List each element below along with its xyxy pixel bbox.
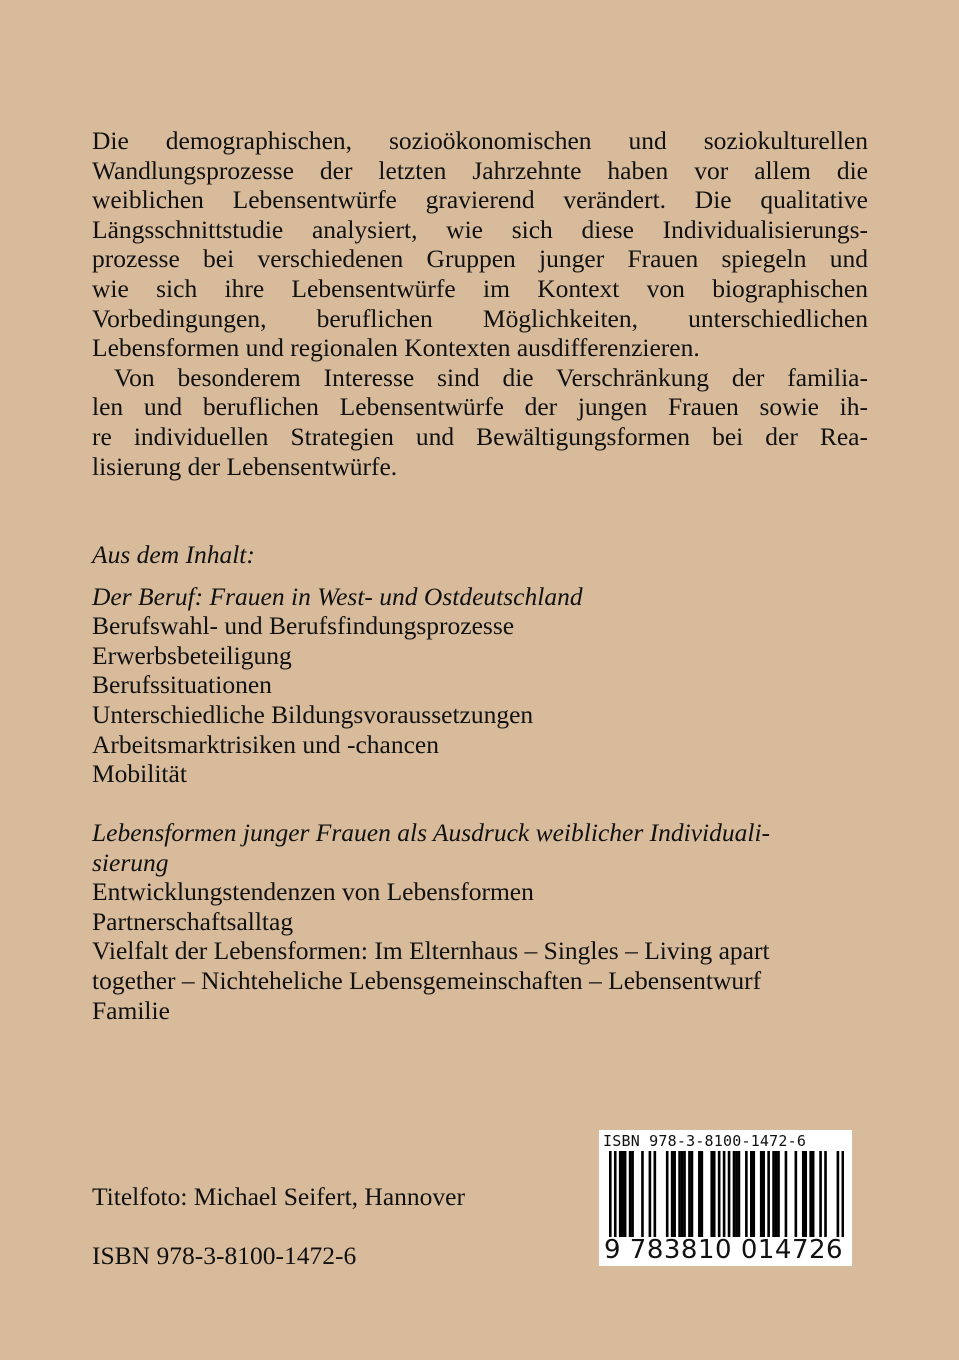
barcode xyxy=(599,1130,852,1266)
barcode-isbn-label: ISBN 978-3-8100-1472-6 xyxy=(603,1132,807,1150)
interest-paragraph xyxy=(92,363,868,481)
barcode-bar xyxy=(666,1151,669,1237)
text-line: weiblichen Lebensentwürfe gravierend verändert. Die qualitative xyxy=(92,185,868,215)
barcode-bar xyxy=(750,1151,753,1237)
barcode-bar xyxy=(785,1151,788,1237)
barcode-bar xyxy=(795,1151,798,1237)
barcode-bar xyxy=(641,1151,644,1237)
barcode-bar xyxy=(681,1151,684,1237)
contents-section-1 xyxy=(92,540,868,789)
text-line: Vorbedingungen, beruflichen Möglichkeiten, unterschiedlichen xyxy=(92,303,868,333)
barcode-bar xyxy=(723,1151,726,1237)
contents-section-2 xyxy=(92,818,868,1025)
intro-paragraph xyxy=(92,126,868,481)
barcode-bar xyxy=(775,1151,778,1237)
section-heading: Der Beruf: Frauen in West- und Ostdeutschland xyxy=(92,581,583,611)
barcode-digits: 9 783810 014726 xyxy=(604,1235,844,1265)
barcode-bar xyxy=(671,1151,674,1237)
barcode-bar xyxy=(772,1151,775,1237)
list-item: Familie xyxy=(92,995,170,1025)
barcode-bar xyxy=(691,1151,694,1237)
list-item: Vielfalt der Lebensformen: Im Elternhaus – Singles – Living apart xyxy=(92,936,770,966)
list-item: Mobilität xyxy=(92,759,187,789)
list-item: Partnerschaftsalltag xyxy=(92,906,294,936)
barcode-bar xyxy=(701,1151,704,1237)
barcode-bar xyxy=(688,1151,691,1237)
barcode-bar xyxy=(762,1151,765,1237)
barcode-bar xyxy=(619,1151,622,1237)
list-item: together – Nichteheliche Lebensgemeinschaften – Lebensentwurf xyxy=(92,965,762,995)
barcode-bar xyxy=(678,1151,681,1237)
list-item: Berufssituationen xyxy=(92,670,272,700)
barcode-bar xyxy=(745,1151,748,1237)
barcode-bar xyxy=(698,1151,701,1237)
barcode-bar xyxy=(710,1151,713,1237)
barcode-bar xyxy=(735,1151,738,1237)
barcode-bar xyxy=(624,1151,627,1237)
barcode-bar xyxy=(609,1151,612,1237)
text-line: Wandlungsprozesse der letzten Jahrzehnte haben vor allem die xyxy=(92,155,868,185)
list-item: Unterschiedliche Bildungsvoraussetzungen xyxy=(92,699,534,729)
barcode-bar xyxy=(842,1151,844,1237)
list-item: Erwerbsbeteiligung xyxy=(92,640,292,670)
barcode-bar xyxy=(824,1151,827,1237)
section-heading-continued: sierung xyxy=(92,847,169,877)
photo-credit: Titelfoto: Michael Seifert, Hannover xyxy=(92,1182,465,1211)
text-line: lisierung der Lebensentwürfe. xyxy=(92,451,398,481)
barcode-bar xyxy=(631,1151,634,1237)
barcode-bar xyxy=(819,1151,822,1237)
isbn-text: ISBN 978-3-8100-1472-6 xyxy=(92,1241,357,1270)
list-item: Entwicklungstendenzen von Lebensformen xyxy=(92,877,534,907)
text-line: Die demographischen, sozioökonomischen und soziokulturellen xyxy=(92,126,868,155)
barcode-bar xyxy=(767,1151,770,1237)
text-line: re individuellen Strategien und Bewältigungsformen bei der Rea- xyxy=(92,421,868,451)
barcode-bars xyxy=(609,1151,844,1237)
text-line: Lebensformen und regionalen Kontexten ausdifferenzieren. xyxy=(92,333,700,363)
text-line: Längsschnittstudie analysiert, wie sich diese Individualisierungs- xyxy=(92,214,868,244)
barcode-bar xyxy=(804,1151,807,1237)
barcode-bar xyxy=(649,1151,652,1237)
barcode-bar xyxy=(738,1151,741,1237)
barcode-bar xyxy=(752,1151,755,1237)
barcode-bar xyxy=(713,1151,716,1237)
barcode-bar xyxy=(673,1151,676,1237)
section-heading: Lebensformen junger Frauen als Ausdruck weiblicher Individuali- xyxy=(92,818,771,847)
barcode-bar xyxy=(812,1151,815,1237)
barcode-bar xyxy=(837,1151,840,1237)
barcode-bar xyxy=(728,1151,731,1237)
text-line: prozesse bei verschiedenen Gruppen junger Frauen spiegeln und xyxy=(92,244,868,274)
list-item: Arbeitsmarktrisiken und -chancen xyxy=(92,729,439,759)
barcode-bar xyxy=(809,1151,812,1237)
barcode-bar xyxy=(683,1151,686,1237)
contents-heading: Aus dem Inhalt: xyxy=(92,540,255,569)
barcode-bar xyxy=(777,1151,780,1237)
barcode-bar xyxy=(760,1151,763,1237)
barcode-bar xyxy=(733,1151,736,1237)
barcode-bar xyxy=(654,1151,657,1237)
barcode-bar xyxy=(614,1151,617,1237)
list-item: Berufswahl- und Berufsfindungsprozesse xyxy=(92,611,515,641)
barcode-bar xyxy=(621,1151,624,1237)
text-line: Von besonderem Interesse sind die Verschränkung der familia- xyxy=(114,362,868,392)
text-line: wie sich ihre Lebensentwürfe im Kontext von biographischen xyxy=(92,273,868,303)
barcode-bar xyxy=(802,1151,805,1237)
barcode-bar xyxy=(629,1151,632,1237)
text-line: len und beruflichen Lebensentwürfe der jungen Frauen sowie ih- xyxy=(92,392,868,422)
barcode-bar xyxy=(718,1151,721,1237)
